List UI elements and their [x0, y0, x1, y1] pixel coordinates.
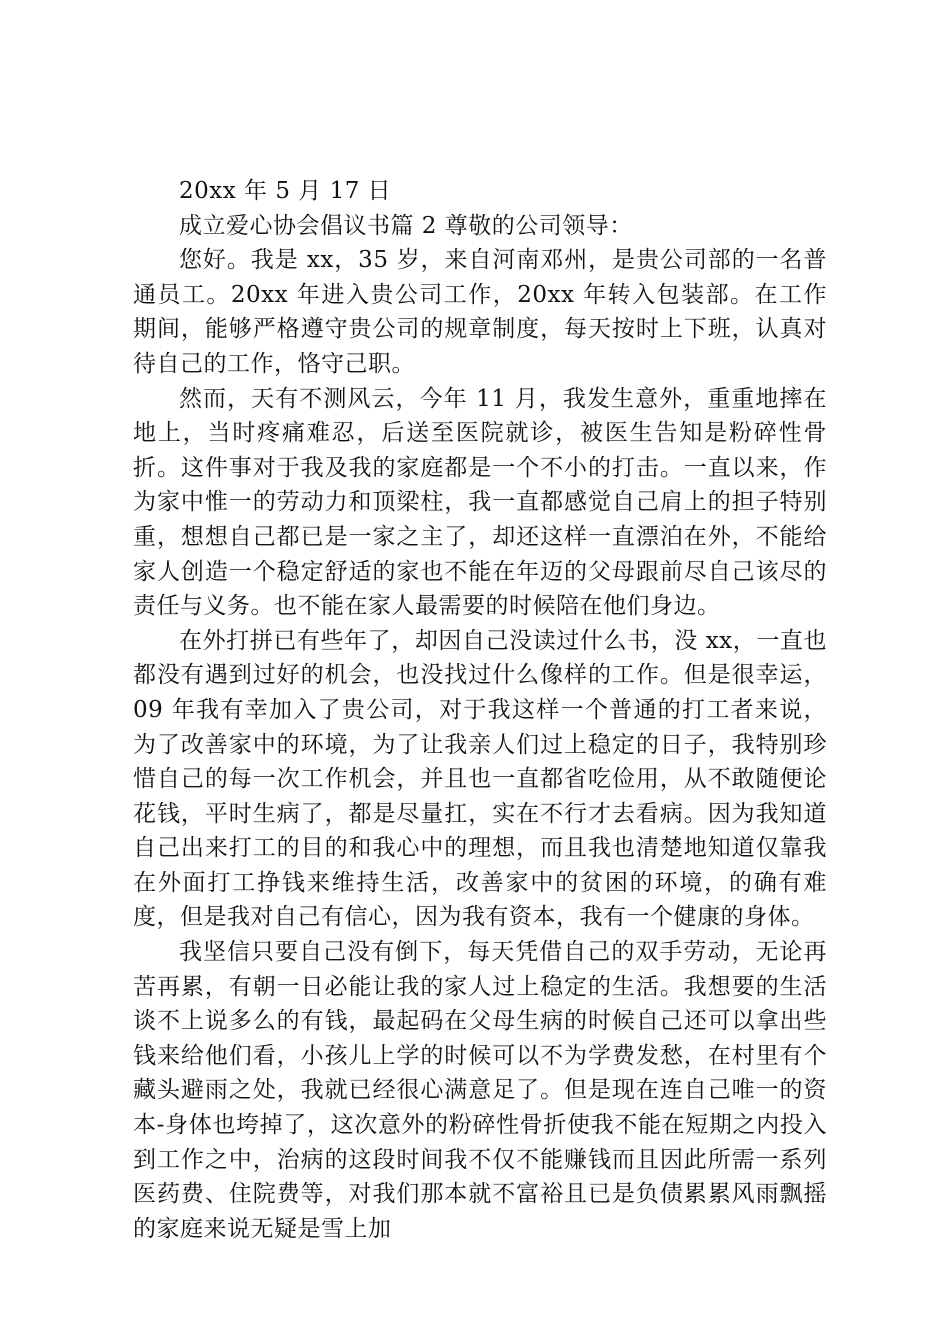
paragraph: 在外打拼已有些年了，却因自己没读过什么书，没 xx，一直也都没有遇到过好的机会，也没找过什么像样的工作。但是很幸运，09 年我有幸加入了贵公司，对于我这样一个普通的打工者来说，为了改善家中的环境，为了让我亲人们过上稳定的日子，我特别珍惜自己的每一次工作机会，并且也一直都省吃俭用，从不敢随便论花钱，平时生病了，都是尽量扛，实在不行才去看病。因为我知道自己出来打工的目的和我心中的理想，而且我也清楚地知道仅靠我在外面打工挣钱来维持生活，改善家中的贫困的环境，的确有难度，但是我对自己有信心，因为我有资本，我有一个健康的身体。 — [133, 627, 827, 931]
paragraph: 我坚信只要自己没有倒下，每天凭借自己的双手劳动，无论再苦再累，有朝一日必能让我的家人过上稳定的生活。我想要的生活谈不上说多么的有钱，最起码在父母生病的时候自己还可以拿出些钱来给他们看，小孩儿上学的时候可以不为学费发愁，在村里有个藏头避雨之处，我就已经很心满意足了。但是现在连自己唯一的资本-身体也垮掉了，这次意外的粉碎性骨折使我不能在短期之内投入到工作之中，治病的这段时间我不仅不能赚钱而且因此所需一系列医药费、住院费等，对我们那本就不富裕且已是负债累累风雨飘摇的家庭来说无疑是雪上加 — [133, 939, 827, 1242]
heading-line: 成立爱心协会倡议书篇 2 尊敬的公司领导： — [179, 212, 633, 239]
paragraph: 您好。我是 xx，35 岁，来自河南邓州，是贵公司部的一名普通员工。20xx 年进入贵公司工作，20xx 年转入包装部。在工作期间，能够严格遵守贵公司的规章制度，每天按时上下班，认真对待自己的工作，恪守己职。 — [133, 247, 827, 377]
document-body — [133, 174, 827, 1246]
date-line: 20xx 年 5 月 17 日 — [179, 178, 392, 204]
paragraph: 然而，天有不测风云，今年 11 月，我发生意外，重重地摔在地上，当时疼痛难忍，后送至医院就诊，被医生告知是粉碎性骨折。这件事对于我及我的家庭都是一个不小的打击。一直以来，作为家中惟一的劳动力和顶梁柱，我一直都感觉自己肩上的担子特别重，想想自己都已是一家之主了，却还这样一直漂泊在外，不能给家人创造一个稳定舒适的家也不能在年迈的父母跟前尽自己该尽的责任与义务。也不能在家人最需要的时候陪在他们身边。 — [133, 385, 827, 620]
